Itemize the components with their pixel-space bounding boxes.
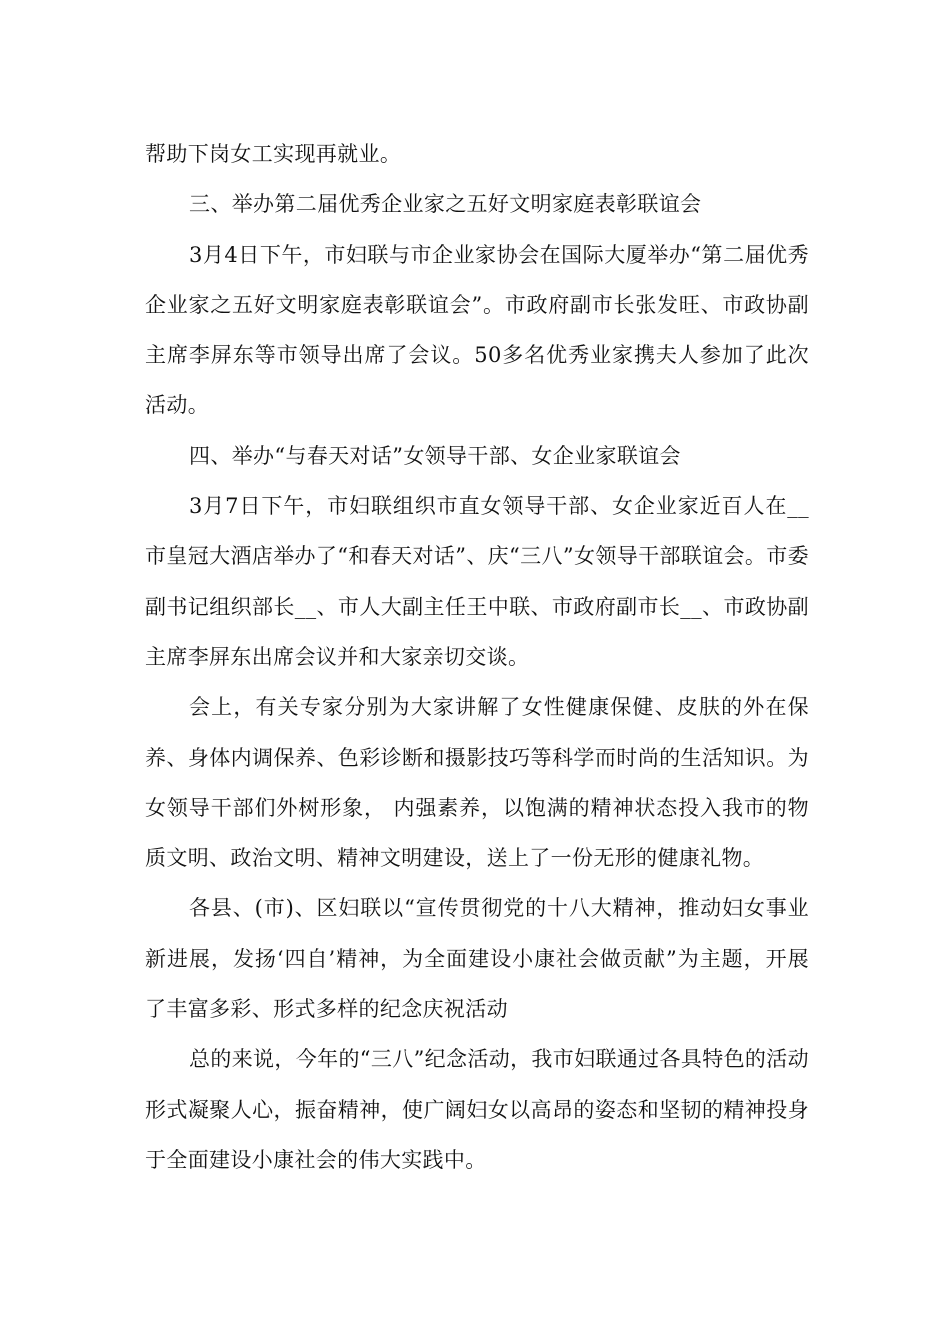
- paragraph-counties: 各县、(市)、区妇联以“宣传贯彻党的十八大精神，推动妇女事业新进展，发扬‘四自’精神，为全面建设小康社会做贡献”为主题，开展了丰富多彩、形式多样的纪念庆祝活动: [145, 896, 809, 1022]
- section-heading-4: 四、举办“与春天对话”女领导干部、女企业家联谊会: [189, 443, 681, 468]
- section-heading-3: 三、举办第二届优秀企业家之五好文明家庭表彰联谊会: [189, 192, 702, 217]
- paragraph-section-3: 3月4日下午，市妇联与市企业家协会在国际大厦举办“第二届优秀企业家之五好文明家庭表彰联谊会”。市政府副市长张发旺、市政协副主席李屏东等市领导出席了会议。50多名优秀业家携夫人参加了此次活动。: [145, 242, 809, 418]
- paragraph-summary: 总的来说，今年的“三八”纪念活动，我市妇联通过各具特色的活动形式凝聚人心，振奋精神，使广阔妇女以高昂的姿态和坚韧的精神投身于全面建设小康社会的伟大实践中。: [145, 1047, 809, 1172]
- paragraph-experts: 会上，有关专家分别为大家讲解了女性健康保健、皮肤的外在保养、身体内调保养、色彩诊断和摄影技巧等科学而时尚的生活知识。为女领导干部们外树形象， 内强素养，以饱满的精神状态投入我市的物质文明、政治文明、精神文明建设，送上了一份无形的健康礼物。: [145, 695, 809, 871]
- paragraph-continuation: 帮助下岗女工实现再就业。: [145, 142, 402, 166]
- paragraph-section-4: 3月7日下午，市妇联组织市直女领导干部、女企业家近百人在__市皇冠大酒店举办了“和春天对话”、庆“三八”女领导干部联谊会。市委副书记组织部长__、市人大副主任王中联、市政府副市长__、市政协副主席李屏东出席会议并和大家亲切交谈。: [145, 494, 809, 669]
- document-body: [145, 129, 809, 1185]
